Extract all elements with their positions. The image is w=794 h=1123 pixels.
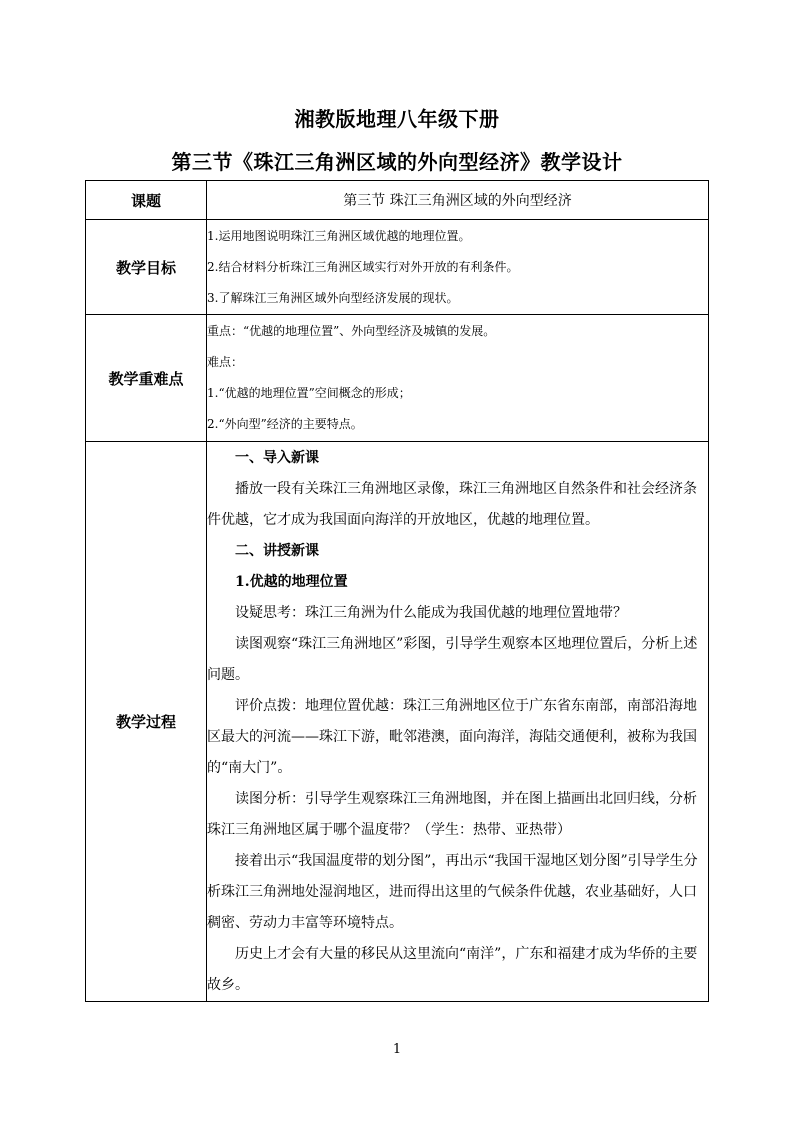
table-row-process: [86, 442, 709, 1002]
document-title-line1: 湘教版地理八年级下册: [294, 107, 500, 131]
process-paragraph: 播放一段有关珠江三角洲地区录像，珠江三角洲地区自然条件和社会经济条件优越，它才成为我国面向海洋的开放地区，优越的地理位置。: [207, 480, 697, 528]
process-paragraph: 读图分析：引导学生观察珠江三角洲地图，并在图上描画出北回归线，分析珠江三角洲地区属于哪个温度带？（学生：热带、亚热带）: [207, 790, 697, 838]
table-row-objectives: [86, 220, 709, 315]
key-point-item: 1.“优越的地理位置”空间概念的形成；: [207, 386, 411, 400]
objective-item: 3.了解珠江三角洲区域外向型经济发展的现状。: [207, 290, 459, 305]
page-number: 1: [392, 1042, 402, 1057]
section-heading: 一、导入新课: [235, 449, 319, 466]
objective-item: 2.结合材料分析珠江三角洲区域实行对外开放的有利条件。: [207, 259, 519, 274]
lesson-plan-table: [85, 180, 709, 1002]
process-paragraph: 接着出示“我国温度带的划分图”，再出示“我国干湿地区划分图”引导学生分析珠江三角洲地处湿润地区，进而得出这里的气候条件优越，农业基础好，人口稠密、劳动力丰富等环境特点。: [207, 852, 698, 931]
key-point-item: 难点：: [207, 355, 244, 369]
objectives-cell: [207, 220, 709, 315]
key-point-item: 重点：“优越的地理位置”、外向型经济及城镇的发展。: [207, 324, 496, 338]
subsection-heading: 1.优越的地理位置: [235, 573, 348, 590]
table-row-key-points: [86, 315, 709, 442]
key-points-cell: [207, 315, 709, 442]
key-point-item: 2.“外向型”经济的主要特点。: [207, 417, 363, 431]
section-heading: 二、讲授新课: [235, 542, 319, 559]
key-points-label: 教学重难点: [86, 315, 207, 442]
objective-item: 1.运用地图说明珠江三角洲区域优越的地理位置。: [207, 228, 471, 243]
process-paragraph: 设疑思考：珠江三角洲为什么能成为我国优越的地理位置地带？: [235, 604, 627, 621]
table-row-topic: [86, 181, 709, 220]
objectives-label: 教学目标: [86, 220, 207, 315]
process-paragraph: 评价点拨：地理位置优越：珠江三角洲地区位于广东省东南部，南部沿海地区最大的河流——珠江下游，毗邻港澳，面向海洋，海陆交通便利，被称为我国的“南大门”。: [207, 697, 697, 776]
document-title-line2: 第三节《珠江三角洲区域的外向型经济》教学设计: [171, 150, 623, 174]
process-paragraph: 读图观察“珠江三角洲地区”彩图，引导学生观察本区地理位置后，分析上述问题。: [207, 635, 698, 683]
process-paragraph: 历史上才会有大量的移民从这里流向“南洋”，广东和福建才成为华侨的主要故乡。: [207, 945, 698, 993]
topic-value: 第三节 珠江三角洲区域的外向型经济: [207, 181, 709, 220]
process-cell: [207, 442, 709, 1002]
process-label: 教学过程: [86, 442, 207, 1002]
topic-label: 课题: [86, 181, 207, 220]
